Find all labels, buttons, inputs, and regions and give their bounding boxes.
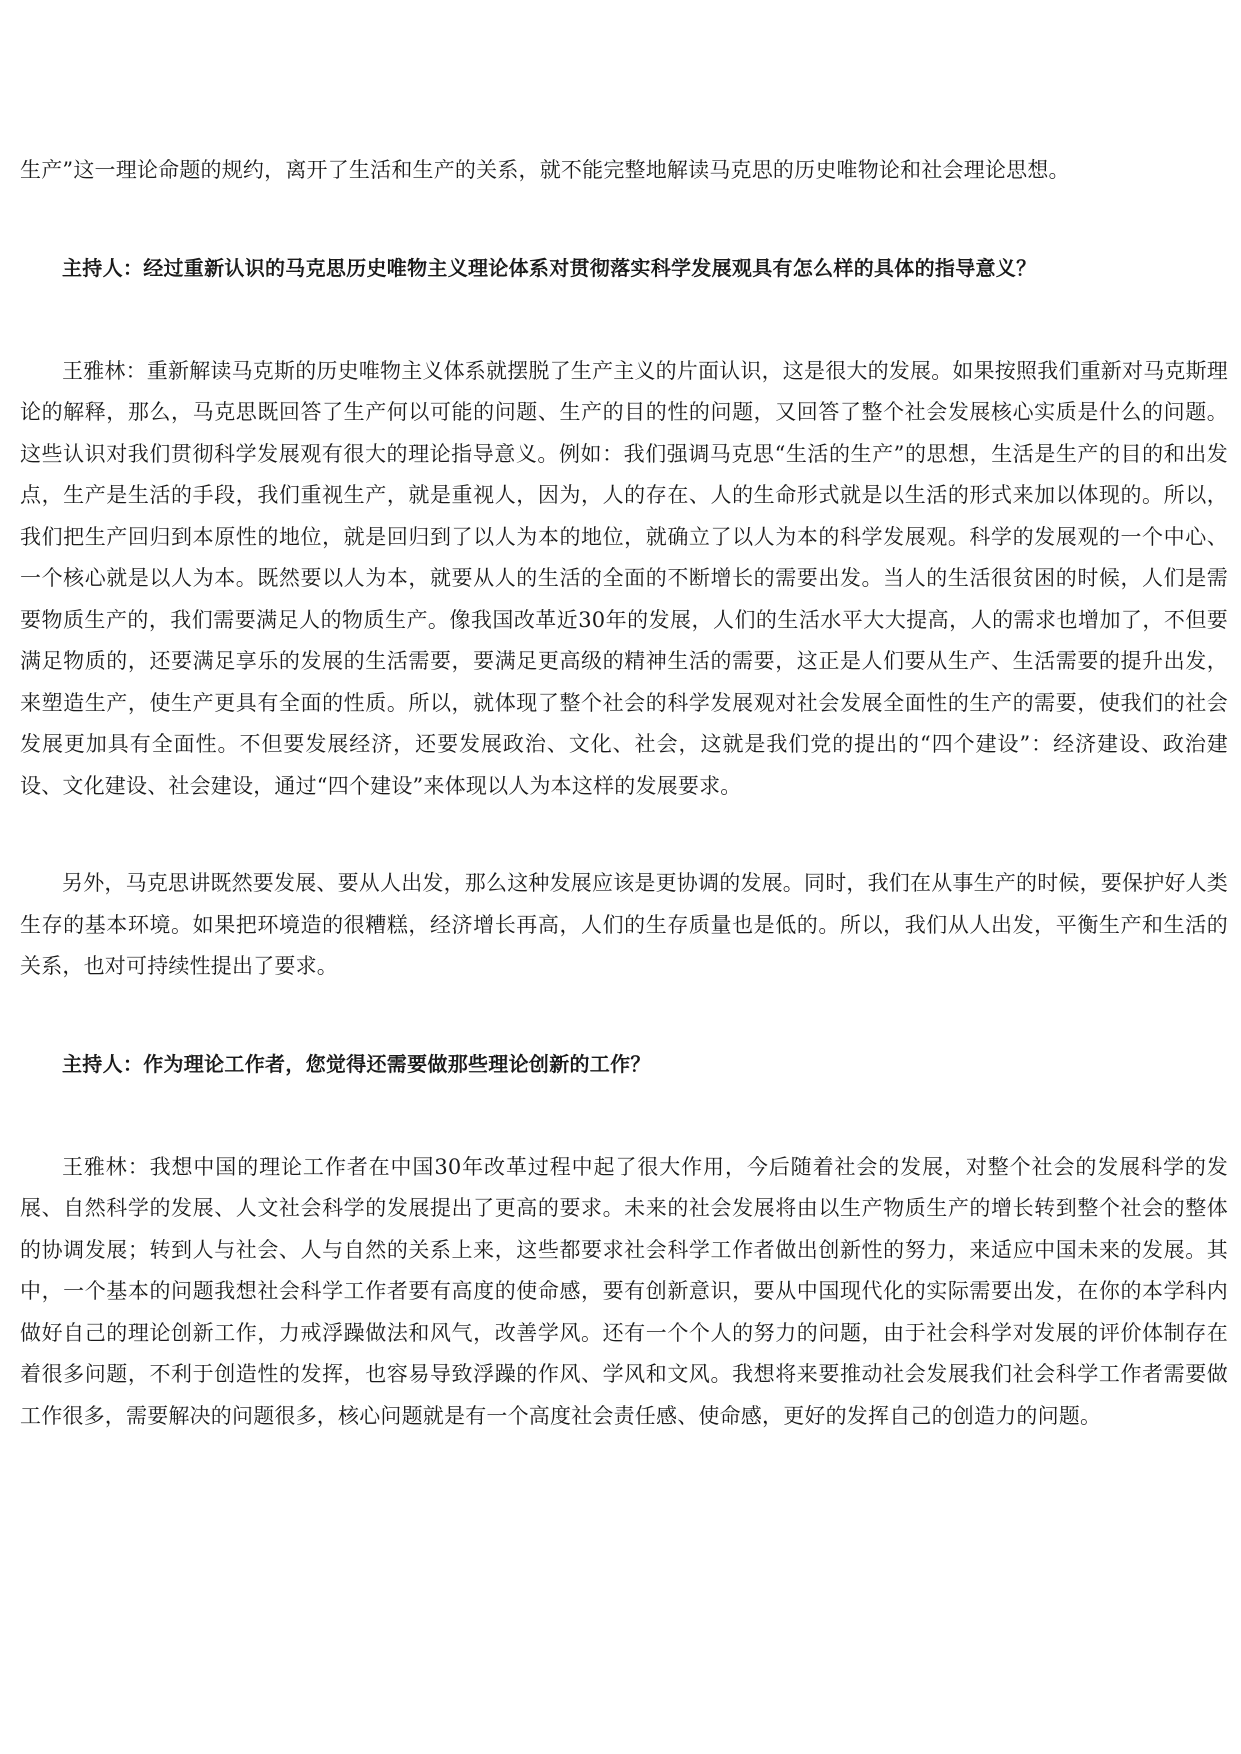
host-question-1: 主持人：经过重新认识的马克思历史唯物主义理论体系对贯彻落实科学发展观具有怎么样的具体的指导意义？ [62,255,1037,280]
answer-paragraph-1: 王雅林：重新解读马克斯的历史唯物主义体系就摆脱了生产主义的片面认识，这是很大的发展。如果按照我们重新对马克斯理论的解释，那么，马克思既回答了生产何以可能的问题、生产的目的性的问题，又回答了整个社会发展核心实质是什么的问题。这些认识对我们贯彻科学发展观有很大的理论指导意义。例如：我们强调马克思“生活的生产”的思想，生活是生产的目的和出发点，生产是生活的手段，我们重视生产，就是重视人，因为，人的存在、人的生命形式就是以生活的形式来加以体现的。所以，我们把生产回归到本原性的地位，就是回归到了以人为本的地位，就确立了以人为本的科学发展观。科学的发展观的一个中心、一个核心就是以人为本。既然要以人为本，就要从人的生活的全面的不断增长的需要出发。当人的生活很贫困的时候，人们是需要物质生产的，我们需要满足人的物质生产。像我国改革近30年的发展，人们的生活水平大大提高，人的需求也增加了，不但要满足物质的，还要满足享乐的发展的生活需要，要满足更高级的精神生活的需要，这正是人们要从生产、生活需要的提升出发，来塑造生产，使生产更具有全面的性质。所以，就体现了整个社会的科学发展观对社会发展全面性的生产的需要，使我们的社会发展更加具有全面性。不但要发展经济，还要发展政治、文化、社会，这就是我们党的提出的“四个建设”：经济建设、政治建设、文化建设、社会建设，通过“四个建设”来体现以人为本这样的发展要求。 [20,358,1228,798]
spacer [20,1084,1228,1147]
spacer [20,807,1228,863]
spacer [20,192,1228,248]
spacer [20,988,1228,1044]
answer-paragraph-3: 王雅林：我想中国的理论工作者在中国30年改革过程中起了很大作用，今后随着社会的发展，对整个社会的发展科学的发展、自然科学的发展、人文社会科学的发展提出了更高的要求。未来的社会发展将由以生产物质生产的增长转到整个社会的整体的协调发展；转到人与社会、人与自然的关系上来，这些都要求社会科学工作者做出创新性的努力，来适应中国未来的发展。其中，一个基本的问题我想社会科学工作者要有高度的使命感，要有创新意识，要从中国现代化的实际需要出发，在你的本学科内做好自己的理论创新工作，力戒浮躁做法和风气，改善学风。还有一个个人的努力的问题，由于社会科学对发展的评价体制存在着很多问题，不利于创造性的发挥，也容易导致浮躁的作风、学风和文风。我想将来要推动社会发展我们社会科学工作者需要做工作很多，需要解决的问题很多，核心问题就是有一个高度社会责任感、使命感，更好的发挥自己的创造力的问题。 [20,1154,1228,1428]
document-page [20,150,1228,1437]
host-question-2: 主持人：作为理论工作者，您觉得还需要做那些理论创新的工作？ [62,1051,651,1076]
spacer [20,288,1228,351]
answer-paragraph-2: 另外，马克思讲既然要发展、要从人出发，那么这种发展应该是更协调的发展。同时，我们在从事生产的时候，要保护好人类生存的基本环境。如果把环境造的很糟糕，经济增长再高，人们的生存质量也是低的。所以，我们从人出发，平衡生产和生活的关系，也对可持续性提出了要求。 [20,871,1228,978]
paragraph-continuation: 生产”这一理论命题的规约，离开了生活和生产的关系，就不能完整地解读马克思的历史唯物论和社会理论思想。 [20,158,1070,182]
